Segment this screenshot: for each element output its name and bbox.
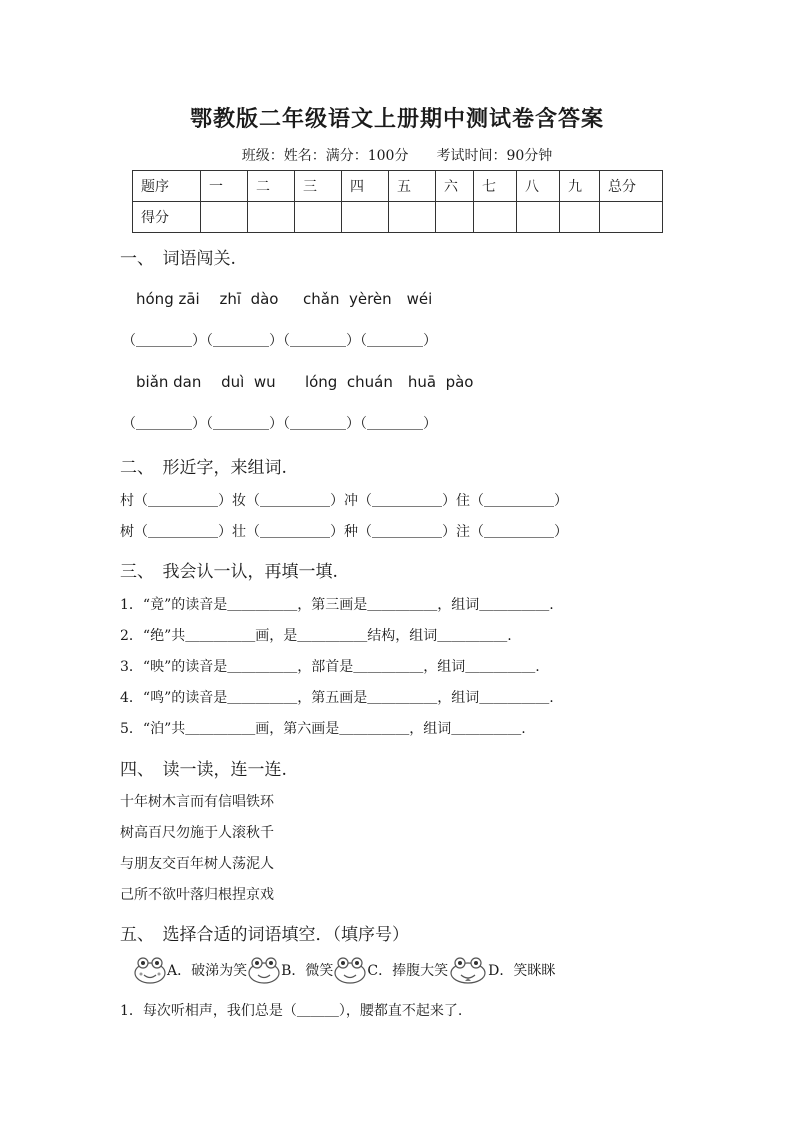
exam-info: 班级：姓名：满分：100分 考试时间：90分钟 (241, 148, 553, 164)
question-item[interactable]: 3．“映”的读音是＿＿＿＿＿，部首是＿＿＿＿＿，组词＿＿＿＿＿. (120, 659, 540, 675)
table-header-cell: 二 (248, 171, 295, 202)
question-item[interactable]: 5．“泊”共＿＿＿＿＿画，第六画是＿＿＿＿＿，组词＿＿＿＿＿. (120, 721, 526, 737)
score-table-header-row (133, 171, 663, 202)
option-row (133, 955, 555, 985)
match-line: 己所不欲叶落归根捏京戏 (120, 887, 274, 903)
question-item[interactable]: 1．“竟”的读音是＿＿＿＿＿，第三画是＿＿＿＿＿，组词＿＿＿＿＿. (120, 597, 554, 613)
score-cell[interactable] (474, 202, 517, 233)
page-title: 鄂教版二年级语文上册期中测试卷含答案 (189, 106, 604, 132)
question-item[interactable]: 4．“鸣”的读音是＿＿＿＿＿，第五画是＿＿＿＿＿，组词＿＿＿＿＿. (120, 690, 554, 706)
score-cell[interactable] (248, 202, 295, 233)
pinyin-row: biǎn dan duì wu lóng chuán huā pào (136, 373, 474, 391)
table-header-cell: 九 (560, 171, 600, 202)
match-line: 与朋友交百年树人荡泥人 (120, 856, 274, 872)
word-group-row[interactable]: 村（＿＿＿＿＿）妆（＿＿＿＿＿）冲（＿＿＿＿＿）住（＿＿＿＿＿） (120, 493, 568, 509)
score-cell[interactable] (436, 202, 474, 233)
question-item[interactable]: 1．每次听相声，我们总是（＿＿＿），腰都直不起来了. (120, 1003, 463, 1019)
table-header-cell: 五 (389, 171, 436, 202)
table-header-cell: 四 (342, 171, 389, 202)
frog-icon (133, 955, 167, 985)
score-table (132, 170, 663, 233)
frog-icon (333, 955, 367, 985)
table-header-cell: 一 (201, 171, 248, 202)
table-header-cell: 六 (436, 171, 474, 202)
score-row-label: 得分 (133, 202, 201, 233)
section-5-heading: 五、 选择合适的词语填空．（填序号） (120, 925, 409, 945)
section-3-heading: 三、 我会认一认，再填一填. (120, 562, 338, 582)
score-table-score-row (133, 202, 663, 233)
table-header-cell: 题序 (133, 171, 201, 202)
section-4-heading: 四、 读一读，连一连. (120, 760, 287, 780)
table-header-cell: 八 (517, 171, 560, 202)
table-header-cell: 三 (295, 171, 342, 202)
question-item[interactable]: 2．“绝”共＿＿＿＿＿画，是＿＿＿＿＿结构，组词＿＿＿＿＿. (120, 628, 512, 644)
match-line: 树高百尺勿施于人滚秋千 (120, 825, 274, 841)
score-cell[interactable] (517, 202, 560, 233)
score-cell[interactable] (295, 202, 342, 233)
table-header-cell: 总分 (600, 171, 663, 202)
blank-row[interactable]: （＿＿＿＿）（＿＿＿＿）（＿＿＿＿）（＿＿＿＿） (122, 416, 437, 432)
frog-icon (247, 955, 281, 985)
score-cell[interactable] (560, 202, 600, 233)
option-b: B．微笑 (281, 963, 334, 979)
blank-row[interactable]: （＿＿＿＿）（＿＿＿＿）（＿＿＿＿）（＿＿＿＿） (122, 333, 437, 349)
score-cell[interactable] (201, 202, 248, 233)
option-a: A．破涕为笑 (167, 963, 248, 979)
score-cell[interactable] (600, 202, 663, 233)
word-group-row[interactable]: 树（＿＿＿＿＿）壮（＿＿＿＿＿）种（＿＿＿＿＿）注（＿＿＿＿＿） (120, 524, 568, 540)
score-cell[interactable] (342, 202, 389, 233)
pinyin-row: hóng zāi zhī dào chǎn yèrèn wéi (136, 290, 433, 308)
section-1-heading: 一、 词语闯关. (120, 249, 236, 269)
section-2-heading: 二、 形近字，来组词. (120, 458, 287, 478)
match-line: 十年树木言而有信唱铁环 (120, 794, 274, 810)
table-header-cell: 七 (474, 171, 517, 202)
option-c: C．捧腹大笑 (367, 963, 449, 979)
option-d: D．笑眯眯 (488, 963, 556, 979)
score-cell[interactable] (389, 202, 436, 233)
frog-icon (448, 955, 488, 985)
